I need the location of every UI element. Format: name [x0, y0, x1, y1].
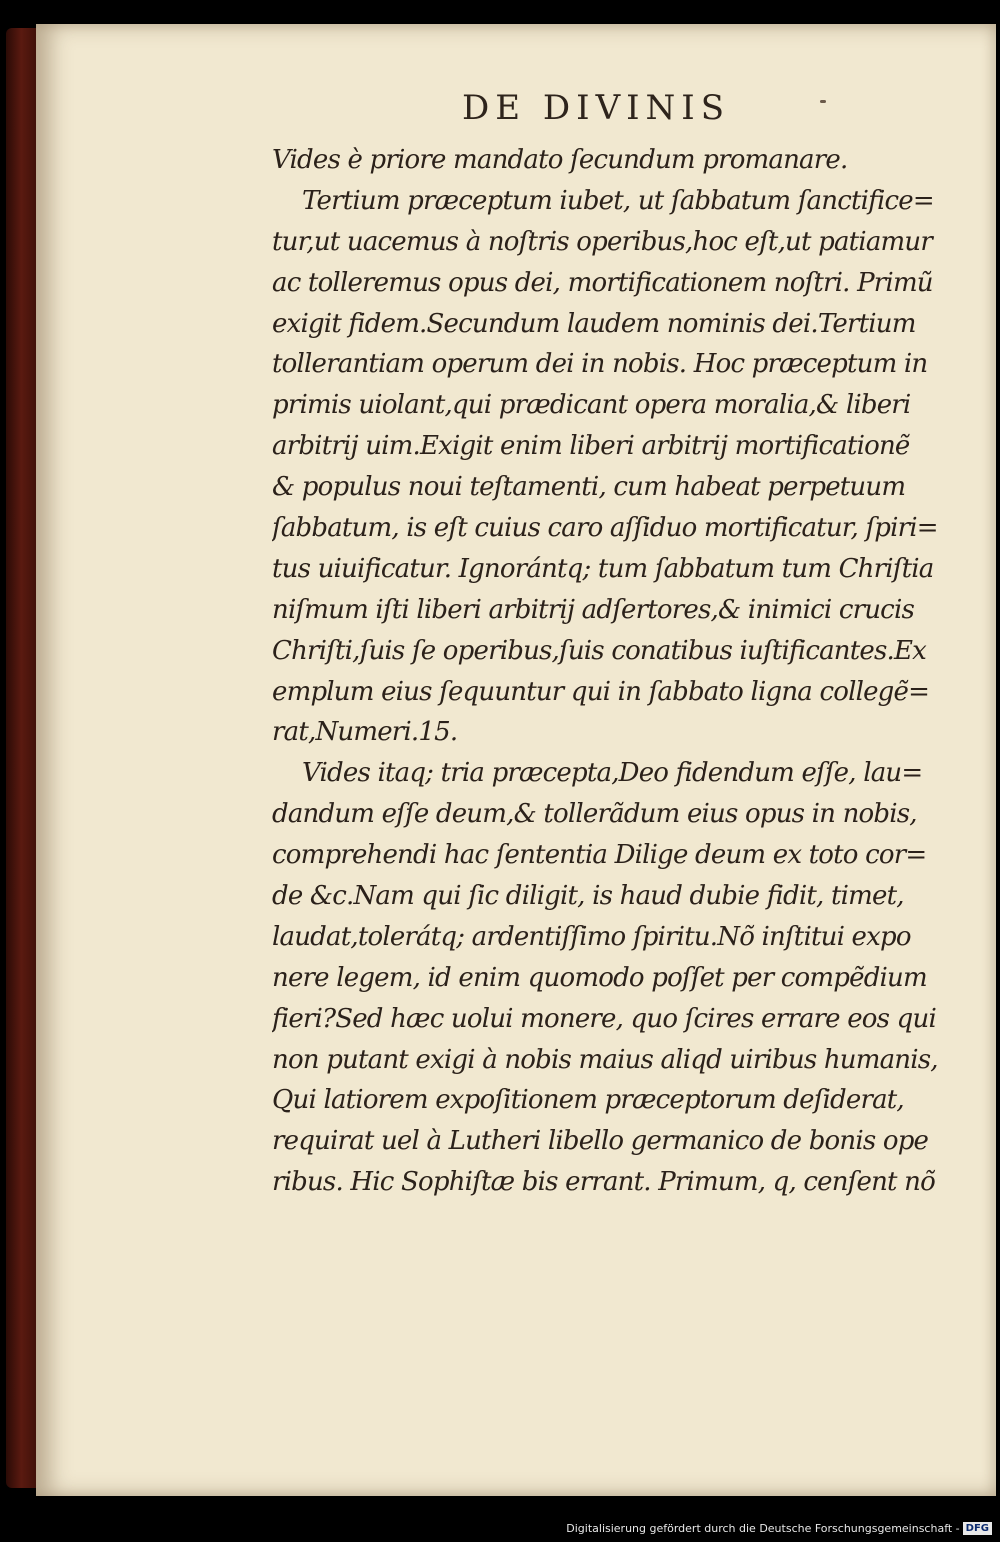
text-line: primis uiolant,qui prædicant opera moralia,& liberi [272, 390, 911, 421]
text-line: tollerantiam operum dei in nobis. Hoc præceptum in [272, 349, 928, 380]
text-line: dandum eſſe deum,& tollerãdum eius opus in nobis, [272, 799, 917, 830]
text-line: Tertium præceptum iubet, ut ſabbatum ſanctifice= [302, 185, 934, 216]
book-page [36, 24, 996, 1496]
text-line: non putant exigi à nobis maius aliqd uiribus humanis, [272, 1044, 938, 1075]
text-line: tur,ut uacemus à noſtris operibus,hoc eſt,ut patiamur [272, 226, 932, 257]
text-line: requirat uel à Lutheri libello germanico de bonis ope [272, 1126, 929, 1157]
text-line: & populus noui teſtamenti, cum habeat perpetuum [272, 472, 906, 503]
text-line: rat,Numeri.15. [272, 717, 458, 748]
book-binding [6, 28, 40, 1488]
text-line: exigit fidem.Secundum laudem nominis dei.Tertium [272, 308, 916, 339]
text-line: ac tolleremus opus dei, mortificationem noſtri. Primũ [272, 267, 933, 298]
text-line: comprehendi hac ſententia Dilige deum ex toto cor= [272, 840, 927, 871]
text-line: Vides è priore mandato ſecundum promanare. [272, 145, 848, 175]
text-line: de &c.Nam qui ſic diligit, is haud dubie fidit, timet, [272, 881, 904, 912]
text-line: ſabbatum, is eſt cuius caro aſſiduo mortificatur, ſpiri= [272, 513, 938, 544]
text-line: Chriſti,ſuis ſe operibus,ſuis conatibus iuſtificantes.Ex [272, 635, 927, 666]
text-line: arbitrij uim.Exigit enim liberi arbitrij mortificationẽ [272, 431, 910, 462]
text-line: tus uiuificatur. Ignorántq; tum ſabbatum tum Chriſtia [272, 553, 934, 584]
digitization-footer [566, 1522, 992, 1535]
text-line: laudat,tolerátq; ardentiſſimo ſpiritu.Nõ inſtitui expo [272, 921, 911, 952]
text-line: Qui latiorem expoſitionem præceptorum deſiderat, [272, 1085, 904, 1116]
dfg-logo-icon: DFG [963, 1522, 992, 1535]
text-line: niſmum iſti liberi arbitrij adſertores,& inimici crucis [272, 594, 915, 625]
running-title: DE DIVINIS [462, 88, 731, 128]
text-line: fieri?Sed hæc uolui monere, quo ſcires errare eos qui [272, 1003, 936, 1034]
text-line: Vides itaq; tria præcepta,Deo fidendum eſſe, lau= [302, 758, 923, 789]
ink-speck [820, 100, 826, 103]
text-line: ribus. Hic Sophiſtæ bis errant. Primum, q, cenſent nõ [272, 1167, 935, 1198]
text-line: nere legem, id enim quomodo poſſet per compẽdium [272, 962, 927, 993]
body-text [272, 140, 952, 1203]
text-line: emplum eius ſequuntur qui in ſabbato ligna collegẽ= [272, 676, 930, 707]
digitization-credit: Digitalisierung gefördert durch die Deutsche Forschungsgemeinschaft - [566, 1522, 960, 1535]
